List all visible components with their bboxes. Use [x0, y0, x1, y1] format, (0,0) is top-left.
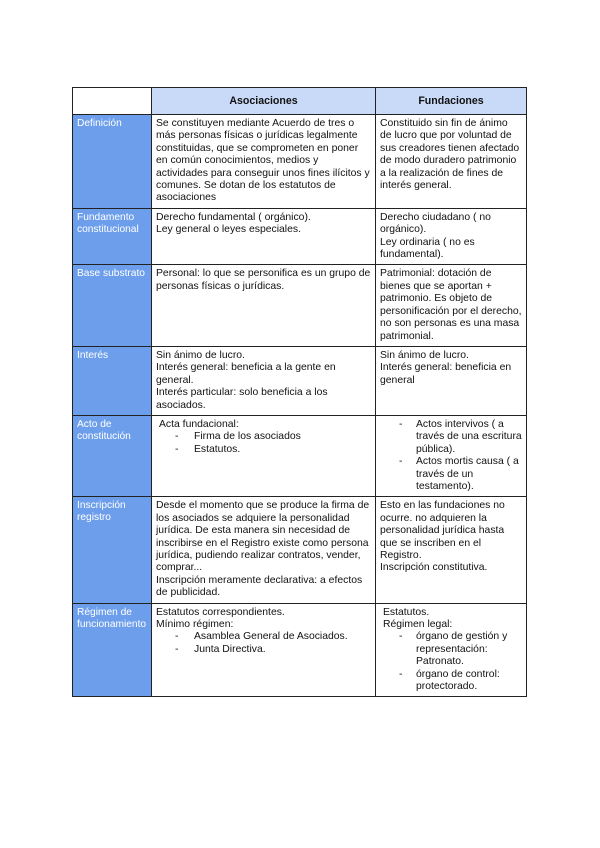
- cell-line: Esto en las fundaciones no ocurre. no adquieren la personalidad jurídica hasta que se inscriben en el Registro.: [380, 500, 505, 561]
- cell-line: Sin ánimo de lucro.: [380, 349, 469, 361]
- cell-line: Interés general: beneficia en general: [380, 362, 512, 386]
- row-label: Fundamento constitucional: [73, 208, 152, 265]
- cell-line: Derecho fundamental ( orgánico).: [156, 211, 311, 223]
- cell-asociaciones: [152, 208, 376, 265]
- row-base: [73, 265, 527, 346]
- cell-asociaciones: [152, 415, 376, 496]
- list-item: - Actos intervivos ( a través de una escritura pública).: [380, 419, 522, 456]
- cell-line: Sin ánimo de lucro.: [156, 349, 245, 361]
- cell-line: Inscripción meramente declarativa: a efectos de publicidad.: [156, 574, 363, 599]
- dash-list: [380, 419, 522, 493]
- header-fundaciones: Fundaciones: [376, 88, 527, 115]
- cell-line: Ley general o leyes especiales.: [156, 224, 301, 236]
- list-item: - Estatutos.: [156, 444, 371, 456]
- cell-line: Régimen legal:: [383, 619, 453, 631]
- row-definicion: [73, 115, 527, 209]
- header-asociaciones: Asociaciones: [152, 88, 376, 115]
- row-acto: [73, 415, 527, 496]
- cell-fundaciones: [376, 208, 527, 265]
- cell-line: Mínimo régimen:: [156, 619, 234, 631]
- list-item: - órgano de control: protectorado.: [380, 669, 522, 694]
- cell-line: Derecho ciudadano ( no orgánico).: [380, 211, 491, 236]
- cell-asociaciones: [152, 603, 376, 697]
- cell-fundaciones: [376, 603, 527, 697]
- cell-line: Desde el momento que se produce la firma de los asociados se adquiere la personalidad jurídica. De esta manera sin necesidad de inscribirse en el Registro existe como persona jurídica, pudiendo realizar contratos, vender, comprar...: [156, 500, 370, 574]
- cell-asociaciones: Personal: lo que se personifica es un grupo de personas físicas o jurídicas.: [152, 265, 376, 346]
- dash-list: [156, 431, 371, 456]
- cell-fundaciones: [376, 415, 527, 496]
- row-label: Acto de constitución: [73, 415, 152, 496]
- row-label: Interés: [73, 346, 152, 415]
- row-label: Base substrato: [73, 265, 152, 346]
- list-item: - Firma de los asociados: [156, 431, 371, 443]
- cell-line: Ley ordinaria ( no es fundamental).: [380, 236, 475, 261]
- cell-asociaciones: Se constituyen mediante Acuerdo de tres o más personas físicas o jurídicas legalmente constituidas, que se comprometen en poner en común conocimientos, medios y actividades para conseguir unos fines ilícitos y comunes. Se dotan de los estatutos de asociaciones: [152, 115, 376, 209]
- list-item: - Junta Directiva.: [156, 644, 371, 656]
- row-inscripcion: [73, 497, 527, 603]
- cell-line: Acta fundacional:: [159, 418, 239, 430]
- cell-fundaciones: Patrimonial: dotación de bienes que se aportan + patrimonio. Es objeto de personificación por el derecho, no son personas es una masa patrimonial.: [376, 265, 527, 346]
- cell-line: Estatutos.: [383, 606, 430, 618]
- cell-line: Interés general: beneficia a la gente en general.: [156, 362, 336, 386]
- row-interes: [73, 346, 527, 415]
- cell-line: Inscripción constitutiva.: [380, 562, 488, 574]
- list-item: - Actos mortis causa ( a través de un testamento).: [380, 456, 522, 493]
- row-label: Régimen de funcionamiento: [73, 603, 152, 697]
- list-item: - órgano de gestión y representación: Patronato.: [380, 631, 522, 668]
- header-empty-cell: [73, 88, 152, 115]
- row-regimen: [73, 603, 527, 697]
- row-label: Inscripción registro: [73, 497, 152, 603]
- cell-line: Estatutos correspondientes.: [156, 606, 285, 618]
- cell-line: Interés particular: solo beneficia a los asociados.: [156, 387, 328, 411]
- dash-list: [156, 631, 371, 656]
- cell-fundaciones: [376, 346, 527, 415]
- row-fundamento: [73, 208, 527, 265]
- row-label: Definición: [73, 115, 152, 209]
- comparison-table: [72, 87, 527, 697]
- cell-fundaciones: Constituido sin fin de ánimo de lucro que por voluntad de sus creadores tienen afectado de modo duradero patrimonio a la realización de fines de interés general.: [376, 115, 527, 209]
- header-row: [73, 88, 527, 115]
- cell-asociaciones: [152, 497, 376, 603]
- dash-list: [380, 631, 522, 693]
- cell-fundaciones: [376, 497, 527, 603]
- cell-asociaciones: [152, 346, 376, 415]
- list-item: - Asamblea General de Asociados.: [156, 631, 371, 643]
